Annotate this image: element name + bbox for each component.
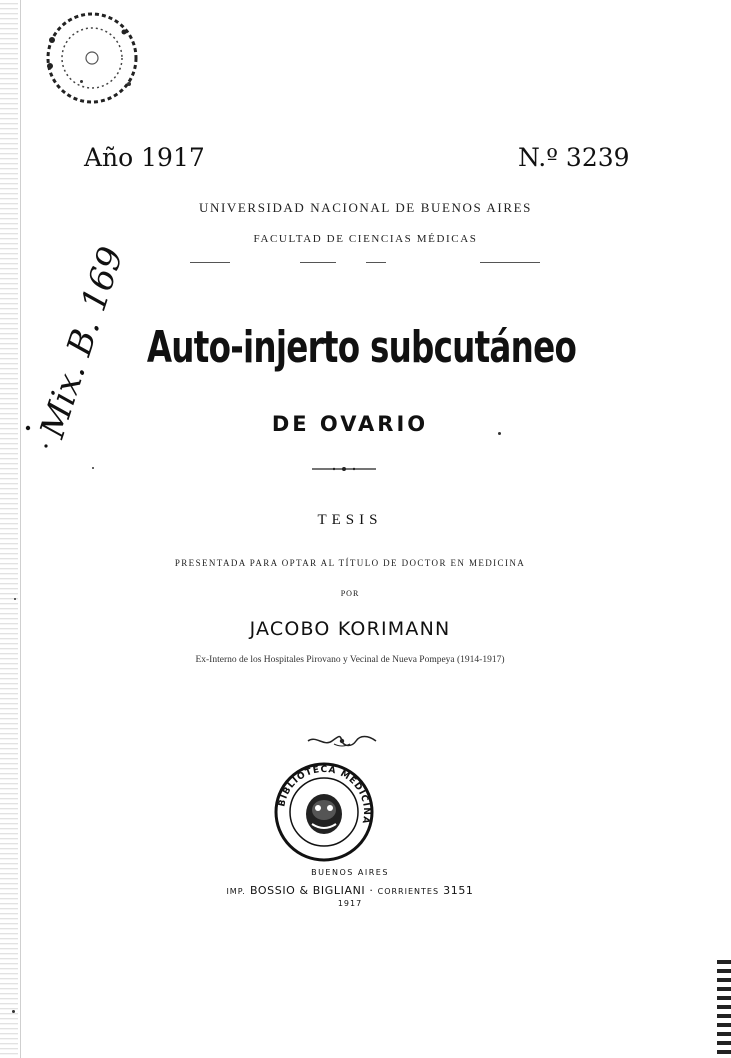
- scan-speck: [12, 1010, 15, 1013]
- imprint-street-number: 3151: [443, 884, 474, 897]
- scan-speck: [498, 432, 501, 435]
- scanned-right-edge: [717, 960, 731, 1058]
- by-label: POR: [340, 589, 360, 598]
- thesis-number: N.º 3239: [518, 143, 630, 172]
- imprint-street: CORRIENTES: [377, 887, 440, 896]
- ornament-divider: [306, 734, 378, 748]
- faculty-name: FACULTAD DE CIENCIAS MÉDICAS: [253, 233, 478, 245]
- imprint-printer: IMP. BOSSIO & BIGLIANI · CORRIENTES 3151: [226, 884, 474, 897]
- svg-text:BIBLIOTECA MEDICINA: BIBLIOTECA MEDICINA: [277, 764, 372, 826]
- author-name: JACOBO KORIMANN: [249, 618, 451, 640]
- thesis-title: Auto-injerto subcutáneo: [146, 322, 577, 373]
- scan-speck: [14, 598, 16, 600]
- university-name: UNIVERSIDAD NACIONAL DE BUENOS AIRES: [198, 200, 532, 215]
- title-divider: [312, 466, 376, 472]
- library-stamp-top: [34, 4, 144, 108]
- header-dashed-rule: [190, 262, 550, 264]
- library-stamp-bottom: [268, 758, 380, 866]
- imprint-city: BUENOS AIRES: [311, 868, 389, 877]
- scan-speck: [80, 80, 83, 83]
- imprint-year: 1917: [337, 899, 363, 908]
- publication-year: Año 1917: [84, 143, 205, 172]
- scan-speck: [92, 467, 94, 469]
- author-credentials: Ex-Interno de los Hospitales Pirovano y Vecinal de Nueva Pompeya (1914-1917): [195, 655, 505, 665]
- stamp-emblem: [306, 794, 342, 834]
- thesis-subtitle: DE OVARIO: [271, 412, 429, 436]
- handwritten-annotation-text: Mix. B. 169: [32, 242, 132, 443]
- imprint-printer-name: BOSSIO & BIGLIANI: [249, 884, 366, 897]
- imprint-prefix: IMP.: [226, 887, 246, 896]
- thesis-purpose: PRESENTADA PARA OPTAR AL TÍTULO DE DOCTOR EN MEDICINA: [174, 558, 526, 568]
- thesis-label: TESIS: [317, 512, 383, 528]
